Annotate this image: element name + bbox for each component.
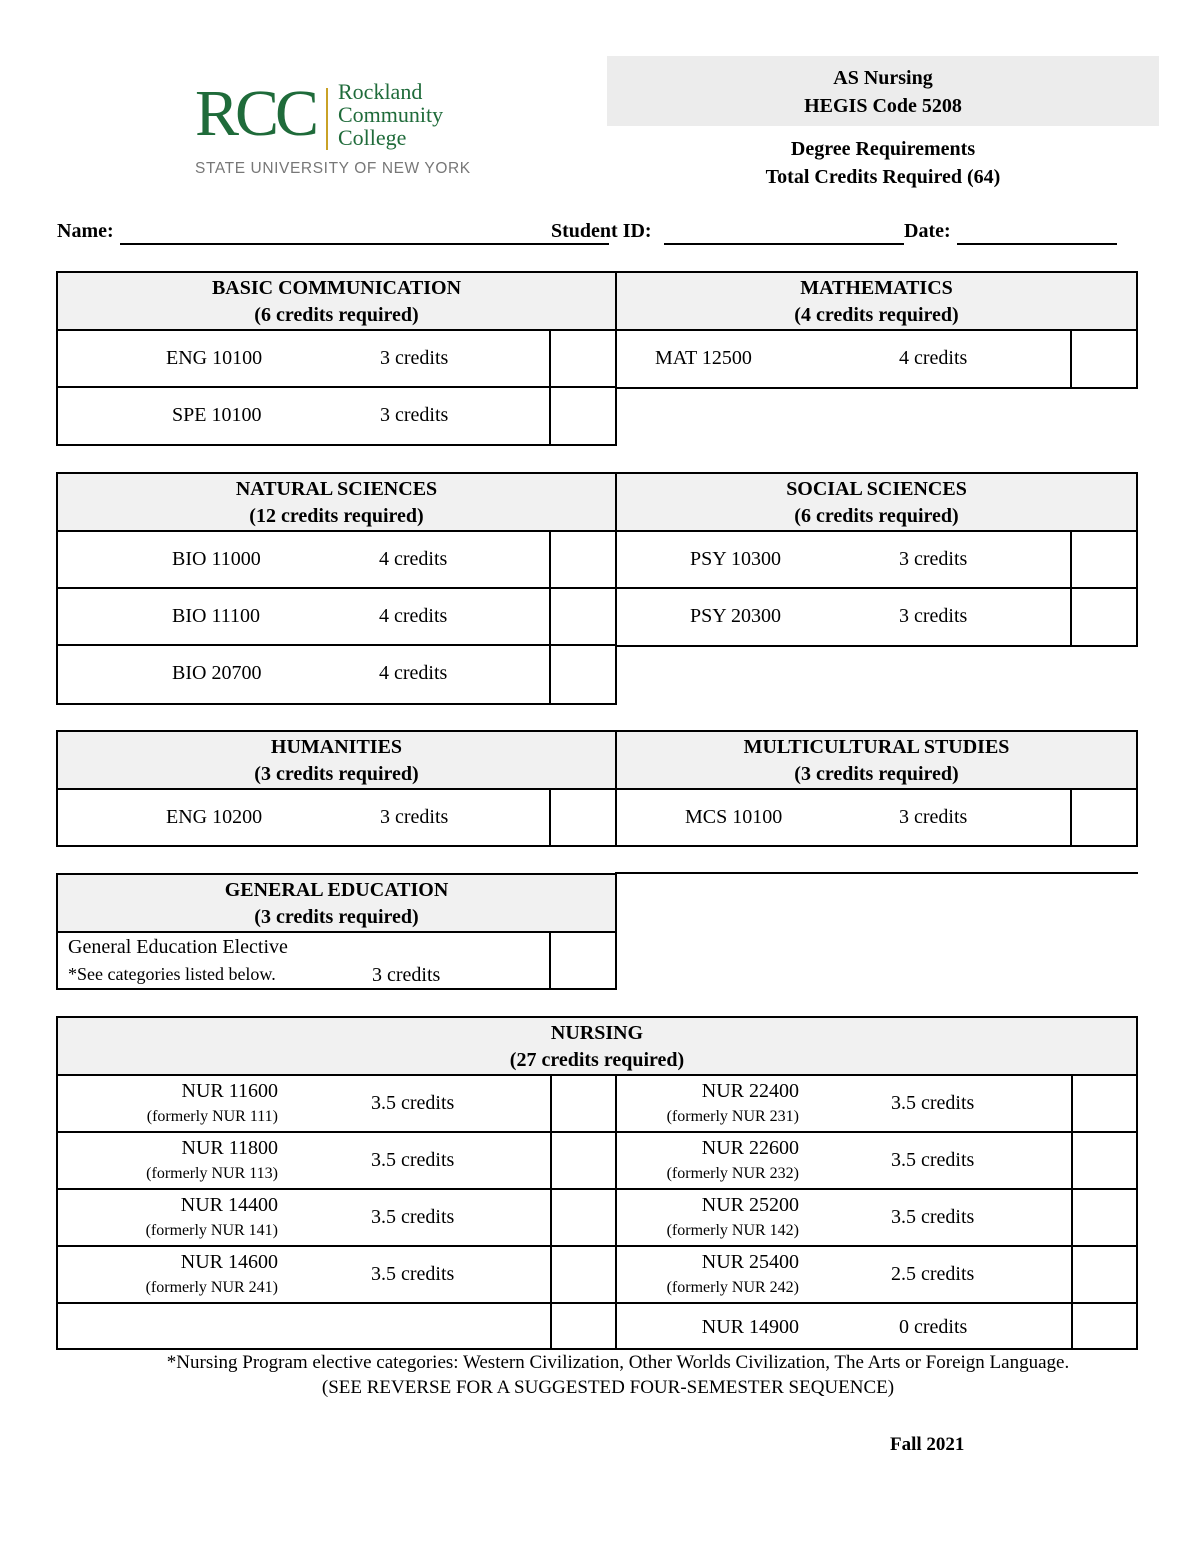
section-title: NURSING <box>550 1022 644 1044</box>
logo-name-line1: Rockland <box>338 79 423 104</box>
nursing-row <box>58 1190 1136 1247</box>
course-credits: 3.5 credits <box>891 1206 975 1228</box>
humanities-table <box>56 730 617 847</box>
completion-checkbox[interactable] <box>549 933 615 988</box>
basic-communication-table <box>56 271 617 446</box>
degree-requirements: Degree Requirements <box>790 138 976 160</box>
course-row <box>58 589 615 646</box>
course-code: MCS 10100 <box>685 806 783 828</box>
elective-label: General Education Elective <box>68 936 288 958</box>
student-id-label: Student ID: <box>551 220 652 242</box>
course-credits: 4 credits <box>899 347 968 369</box>
former-code: (formerly NUR 113) <box>146 1165 278 1182</box>
course-credits: 3 credits <box>380 806 449 828</box>
course-code: PSY 10300 <box>690 548 781 570</box>
course-credits: 3 credits <box>380 404 449 426</box>
course-code: NUR 22600 <box>701 1137 799 1159</box>
completion-checkbox[interactable] <box>1070 589 1136 645</box>
course-code: NUR 25400 <box>701 1251 799 1273</box>
general-education-header <box>58 875 615 933</box>
former-code: (formerly NUR 242) <box>666 1279 799 1296</box>
former-code: (formerly NUR 141) <box>145 1222 278 1239</box>
multicultural-header <box>617 732 1136 790</box>
course-code: NUR 14400 <box>180 1194 278 1216</box>
section-requirement: (6 credits required) <box>254 304 419 326</box>
program-name: AS Nursing <box>833 67 933 89</box>
elective-categories-note: *Nursing Program elective categories: Western Civilization, Other Worlds Civilization, The Arts or Foreign Language. <box>166 1352 1070 1373</box>
logo-tagline: STATE UNIVERSITY OF NEW YORK <box>195 160 471 177</box>
section-title: BASIC COMMUNICATION <box>211 277 462 299</box>
course-code: ENG 10200 <box>166 806 263 828</box>
social-sciences-table <box>615 472 1138 647</box>
nursing-row <box>58 1133 1136 1190</box>
course-credits: 3 credits <box>899 605 968 627</box>
college-logo <box>195 78 475 183</box>
logo-name <box>338 80 443 149</box>
former-code: (formerly NUR 231) <box>666 1108 799 1125</box>
section-requirement: (3 credits required) <box>254 906 419 928</box>
former-code: (formerly NUR 111) <box>146 1108 278 1125</box>
course-row <box>617 331 1136 387</box>
nursing-table <box>56 1016 1138 1350</box>
course-code: NUR 14900 <box>701 1316 799 1338</box>
course-code: BIO 11100 <box>172 605 260 627</box>
completion-checkbox[interactable] <box>1070 790 1136 845</box>
course-credits: 4 credits <box>379 548 448 570</box>
course-code: NUR 25200 <box>701 1194 799 1216</box>
course-row <box>58 388 615 444</box>
section-requirement: (12 credits required) <box>249 505 424 527</box>
completion-checkbox[interactable] <box>549 388 615 444</box>
completion-checkbox[interactable] <box>1073 1304 1136 1348</box>
course-credits: 3.5 credits <box>371 1092 455 1114</box>
hegis-code: HEGIS Code 5208 <box>804 95 962 117</box>
section-requirement: (3 credits required) <box>794 763 959 785</box>
program-title <box>607 64 1159 120</box>
course-credits: 3 credits <box>372 964 441 986</box>
course-code: NUR 11600 <box>181 1080 278 1102</box>
section-title: MULTICULTURAL STUDIES <box>743 736 1010 758</box>
completion-checkbox[interactable] <box>549 589 615 644</box>
social-sciences-header <box>617 474 1136 532</box>
course-row <box>617 532 1136 589</box>
course-code: SPE 10100 <box>172 404 262 426</box>
completion-checkbox[interactable] <box>1073 1247 1136 1302</box>
basic-communication-header <box>58 273 615 331</box>
section-title: SOCIAL SCIENCES <box>786 478 967 500</box>
elective-note: *See categories listed below. <box>68 964 276 984</box>
section-title: HUMANITIES <box>270 736 403 758</box>
course-code: MAT 12500 <box>655 347 752 369</box>
term-label: Fall 2021 <box>890 1434 965 1455</box>
section-title: GENERAL EDUCATION <box>224 879 449 901</box>
multicultural-table <box>615 730 1138 847</box>
course-row <box>58 790 615 845</box>
completion-checkbox[interactable] <box>549 790 615 845</box>
completion-checkbox[interactable] <box>1070 532 1136 587</box>
degree-requirements-heading <box>607 135 1159 191</box>
course-code: BIO 20700 <box>172 662 262 684</box>
section-requirement: (27 credits required) <box>509 1049 685 1071</box>
course-row <box>58 532 615 589</box>
section-rule <box>615 872 1138 874</box>
section-requirement: (3 credits required) <box>254 763 419 785</box>
section-requirement: (6 credits required) <box>794 505 959 527</box>
course-code: NUR 11800 <box>181 1137 278 1159</box>
student-info-row <box>57 220 1137 248</box>
course-code: ENG 10100 <box>166 347 263 369</box>
name-label: Name: <box>57 220 114 242</box>
date-label: Date: <box>904 220 951 242</box>
logo-abbr: RCC <box>195 77 316 150</box>
mathematics-table <box>615 271 1138 389</box>
completion-checkbox[interactable] <box>1070 331 1136 387</box>
course-row <box>58 331 615 388</box>
completion-checkbox[interactable] <box>549 331 615 386</box>
course-credits: 3.5 credits <box>891 1092 975 1114</box>
completion-checkbox[interactable] <box>1073 1076 1136 1131</box>
course-row <box>58 646 615 703</box>
nursing-row <box>58 1076 1136 1133</box>
logo-name-line2: Community <box>338 102 444 127</box>
nursing-row <box>58 1304 1136 1348</box>
date-field[interactable] <box>957 243 1117 245</box>
course-credits: 3 credits <box>380 347 449 369</box>
course-credits: 3.5 credits <box>371 1206 455 1228</box>
logo-divider <box>326 88 328 150</box>
course-code: PSY 20300 <box>690 605 781 627</box>
course-credits: 4 credits <box>379 662 448 684</box>
former-code: (formerly NUR 232) <box>666 1165 799 1182</box>
course-credits: 4 credits <box>379 605 448 627</box>
student-id-field[interactable] <box>664 243 904 245</box>
general-education-table <box>56 873 617 990</box>
course-row <box>58 933 615 988</box>
former-code: (formerly NUR 241) <box>145 1279 278 1296</box>
see-reverse-note: (SEE REVERSE FOR A SUGGESTED FOUR-SEMESTER SEQUENCE) <box>321 1377 895 1398</box>
mathematics-header <box>617 273 1136 331</box>
course-row <box>617 589 1136 645</box>
course-code: BIO 11000 <box>172 548 261 570</box>
course-code: NUR 22400 <box>701 1080 799 1102</box>
section-title: NATURAL SCIENCES <box>235 478 438 500</box>
section-title: MATHEMATICS <box>800 277 953 299</box>
completion-checkbox[interactable] <box>1073 1133 1136 1188</box>
name-field[interactable] <box>120 243 609 245</box>
total-credits: Total Credits Required (64) <box>765 166 1001 188</box>
course-row <box>617 790 1136 845</box>
course-credits: 3 credits <box>899 806 968 828</box>
course-code: NUR 14600 <box>180 1251 278 1273</box>
course-credits: 3.5 credits <box>371 1149 455 1171</box>
course-credits: 0 credits <box>899 1316 968 1338</box>
nursing-row <box>58 1247 1136 1304</box>
logo-name-line3: College <box>338 125 407 150</box>
completion-checkbox[interactable] <box>549 532 615 587</box>
completion-checkbox[interactable] <box>549 646 615 703</box>
course-credits: 3.5 credits <box>891 1149 975 1171</box>
section-requirement: (4 credits required) <box>794 304 959 326</box>
course-credits: 3.5 credits <box>371 1263 455 1285</box>
natural-sciences-table <box>56 472 617 705</box>
former-code: (formerly NUR 142) <box>666 1222 799 1239</box>
completion-checkbox[interactable] <box>1073 1190 1136 1245</box>
course-credits: 2.5 credits <box>891 1263 975 1285</box>
nursing-header <box>58 1018 1136 1076</box>
course-credits: 3 credits <box>899 548 968 570</box>
natural-sciences-header <box>58 474 615 532</box>
humanities-header <box>58 732 615 790</box>
